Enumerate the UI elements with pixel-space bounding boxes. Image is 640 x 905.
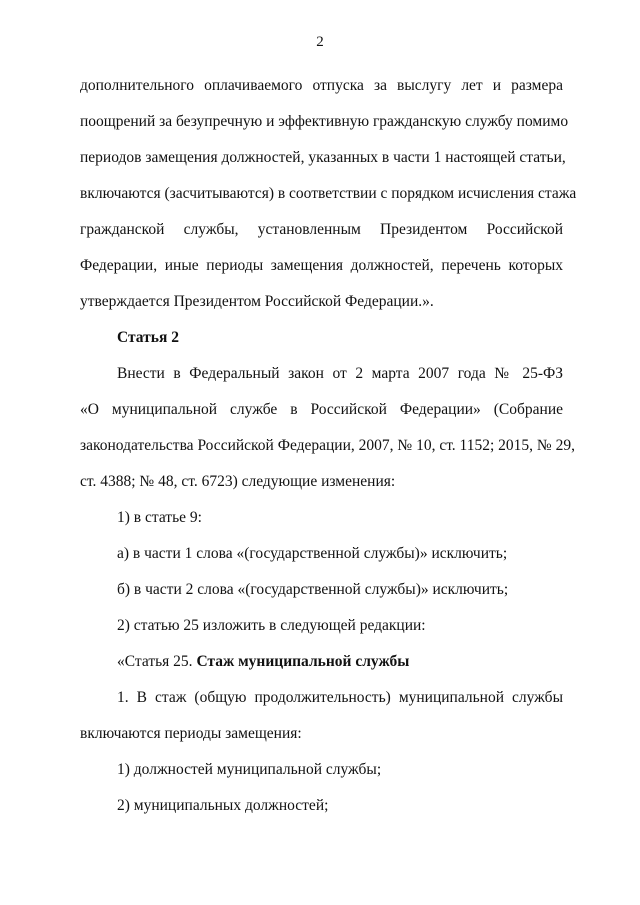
paragraph-line: Федерации, иные периоды замещения должностей, перечень которых [80,257,563,274]
paragraph-line: дополнительного оплачиваемого отпуска за выслугу лет и размера [80,77,563,94]
list-item: б) в части 2 слова «(государственной службы)» исключить; [117,581,509,598]
document-body [80,68,577,824]
paragraph-line: поощрений за безупречную и эффективную гражданскую службу помимо [80,113,569,130]
page-number: 2 [316,34,324,50]
paragraph-line: периодов замещения должностей, указанных в части 1 настоящей статьи, [80,149,566,166]
paragraph-line: гражданской службы, установленным Президентом Российской [80,221,563,238]
paragraph-line: 1. В стаж (общую продолжительность) муниципальной службы [117,689,563,706]
list-item: 1) должностей муниципальной службы; [117,761,382,778]
article-25-prefix: «Статья 25. [117,653,197,670]
list-item: 2) муниципальных должностей; [117,797,329,814]
article-heading: Статья 2 [117,329,179,346]
paragraph-line: ст. 4388; № 48, ст. 6723) следующие изменения: [80,473,396,490]
article-25-title: Стаж муниципальной службы [196,653,410,670]
paragraph-line: законодательства Российской Федерации, 2007, № 10, ст. 1152; 2015, № 29, [80,437,575,454]
paragraph-line: включаются (засчитываются) в соответствии с порядком исчисления стажа [80,185,577,202]
list-item: а) в части 1 слова «(государственной службы)» исключить; [117,545,508,562]
paragraph-line: включаются периоды замещения: [80,725,302,742]
list-item: 2) статью 25 изложить в следующей редакции: [117,617,426,634]
paragraph-line: Внести в Федеральный закон от 2 марта 2007 года № 25-ФЗ [117,365,563,382]
paragraph-line: «О муниципальной службе в Российской Федерации» (Собрание [80,401,563,418]
article-25-heading [80,644,563,680]
list-item: 1) в статье 9: [117,509,202,526]
paragraph-line: утверждается Президентом Российской Федерации.». [80,293,434,310]
